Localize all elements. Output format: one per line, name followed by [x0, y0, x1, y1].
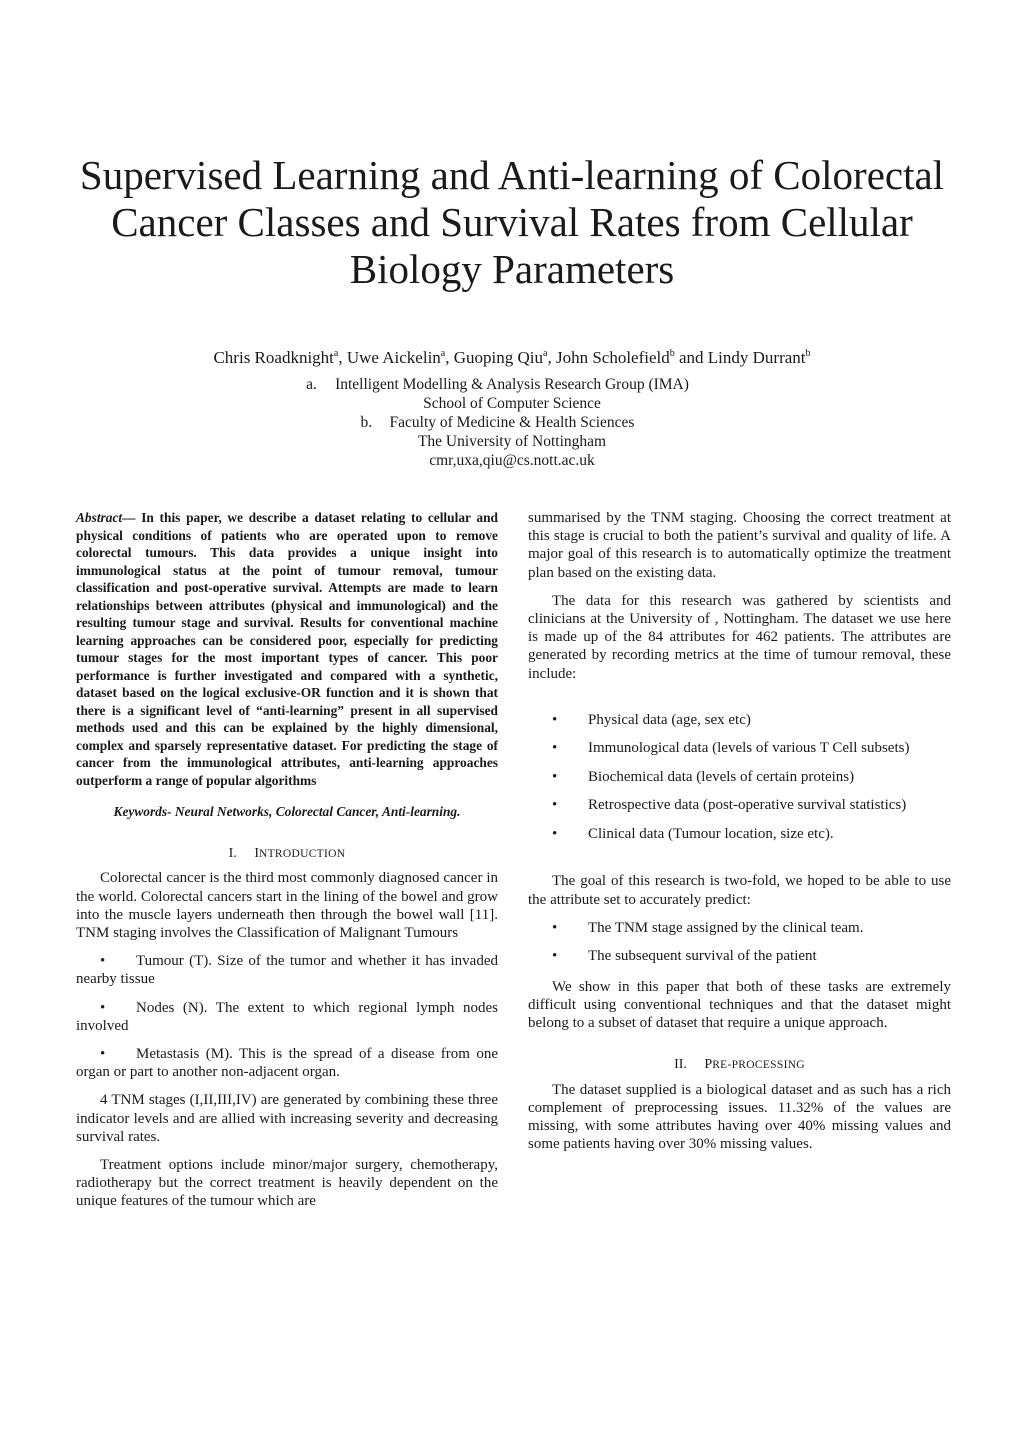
bullet-icon: • — [552, 768, 558, 785]
list-item-text: Physical data (age, sex etc) — [588, 711, 751, 728]
paragraph: Treatment options include minor/major surgery, chemotherapy, radiotherapy but the correct treatment is heavily dependent on the unique features of the tumour which are — [76, 1157, 498, 1210]
section-number: I. — [228, 846, 237, 862]
list-item-text: Biochemical data (levels of certain proteins) — [588, 768, 855, 785]
affiliation-b-line2: The University of Nottingham — [417, 433, 607, 450]
list-item — [528, 739, 951, 768]
left-column — [76, 509, 498, 1211]
list-item — [528, 947, 951, 976]
bullet-text: Metastasis (M). This is the spread of a disease from one organ or part to another non-adjacent organ. — [76, 1046, 498, 1081]
section-title-rest: NTRODUCTION — [258, 848, 346, 861]
paragraph: The dataset supplied is a biological dataset and as such has a rich complement of preprocessing issues. 11.32% of the values are missing, with some attributes having over 40% missing values and some patients having over 30% missing values. — [528, 1081, 951, 1153]
author-affiliation-mark: a — [440, 348, 446, 359]
bullet-icon: • — [100, 999, 106, 1016]
affiliation-b-line1 — [0, 413, 1024, 432]
bullet-item — [76, 999, 498, 1035]
bullet-icon: • — [552, 825, 558, 842]
bullet-icon: • — [552, 919, 558, 936]
bullet-icon: • — [552, 948, 558, 965]
author-name: Lindy Durrant — [707, 348, 806, 367]
list-item-text: The TNM stage assigned by the clinical team. — [588, 919, 864, 936]
bullet-text: Nodes (N). The extent to which regional lymph nodes involved — [76, 999, 498, 1034]
list-item — [528, 919, 951, 948]
paragraph: We show in this paper that both of these tasks are extremely difficult using conventional techniques and that the dataset might belong to a subset of dataset that require a unique approach. — [528, 978, 951, 1032]
affiliation-a-label: a. — [306, 376, 317, 393]
bullet-icon: • — [552, 711, 558, 728]
list-item — [528, 711, 951, 740]
bullet-icon: • — [552, 740, 558, 757]
affiliations — [0, 375, 1024, 470]
abstract-text: In this paper, we describe a dataset relating to cellular and physical conditions of patients who are operated upon to remove colorectal tumours. This data provides a unique insight into immunological status at the point of tumour removal, tumour classification and post-operative survival. Attempts are made to learn relationships between attributes (physical and immunological) and the resulting tumour stage and survival. Results for conventional machine learning approaches can be considered poor, especially for predicting tumour stages for the most important types of cancer. This poor performance is further investigated and compared with a synthetic, dataset based on the logical exclusive-OR function and it is shown that there is a significant level of “anti-learning” present in all supervised methods used and this can be explained by the highly dimensional, complex and sparsely representative dataset. For predicting the stage of cancer from the immunological attributes, anti-learning approaches outperform a range of popular algorithms — [76, 510, 498, 788]
author-separator: , — [338, 348, 347, 367]
author-name: John Scholefield — [555, 348, 670, 367]
bullet-icon: • — [100, 1046, 106, 1063]
bullet-item — [76, 1045, 498, 1081]
contact-email: cmr,uxa,qiu@cs.nott.ac.uk — [429, 452, 595, 469]
paragraph: Colorectal cancer is the third most commonly diagnosed cancer in the world. Colorectal cancers start in the lining of the bowel and grow into the muscle layers underneath then through the bowel wall [11]. TNM staging involves the Classification of Malignant Tumours — [76, 870, 498, 942]
section-heading-preprocessing — [528, 1056, 951, 1074]
attribute-list — [528, 711, 951, 854]
author-name: Uwe Aickelin — [346, 348, 441, 367]
affiliation-a-line1 — [0, 375, 1024, 394]
list-item-text: Retrospective data (post-operative survival statistics) — [588, 797, 907, 814]
list-item — [528, 796, 951, 825]
right-column — [528, 509, 951, 1153]
bullet-icon: • — [552, 797, 558, 814]
author-list — [60, 347, 964, 369]
paragraph: The goal of this research is two-fold, we hoped to be able to use the attribute set to accurately predict: — [528, 873, 951, 908]
paragraph: The data for this research was gathered by scientists and clinicians at the University of , Nottingham. The dataset we use here is made up of the 84 attributes for 462 patients. The attributes are generated by recording metrics at the time of tumour removal, these include: — [528, 592, 951, 682]
bullet-text: Tumour (T). Size of the tumor and whether it has invaded nearby tissue — [76, 953, 498, 988]
author-affiliation-mark: b — [805, 348, 811, 359]
affiliation-b-label: b. — [360, 414, 373, 431]
author-affiliation-mark: b — [669, 348, 675, 359]
paragraph: 4 TNM stages (I,II,III,IV) are generated by combining these three indicator levels and are allied with increasing severity and decreasing survival rates. — [76, 1092, 498, 1145]
affiliation-a-text: Intelligent Modelling & Analysis Research Group (IMA) — [335, 376, 689, 393]
author-separator: , — [547, 348, 556, 367]
affiliation-b-text: Faculty of Medicine & Health Sciences — [389, 414, 635, 431]
author-name: Chris Roadknight — [213, 348, 334, 367]
paper-title: Supervised Learning and Anti-learning of Colorectal Cancer Classes and Survival Rates from Cellular Biology Parameters — [79, 152, 945, 292]
author-separator: and — [674, 348, 708, 367]
abstract — [76, 509, 498, 789]
abstract-lead: Abstract— — [76, 510, 136, 525]
bullet-icon: • — [100, 953, 106, 970]
list-item-text: Clinical data (Tumour location, size etc). — [588, 825, 834, 842]
bullet-item — [76, 952, 498, 988]
affiliation-a-line2: School of Computer Science — [423, 395, 601, 412]
author-affiliation-mark: a — [543, 348, 548, 359]
author-separator: , — [445, 348, 454, 367]
list-item — [528, 825, 951, 854]
abstract-dash: — — [122, 510, 136, 525]
goal-list — [528, 919, 951, 976]
author-affiliation-mark: a — [333, 348, 339, 359]
section-initial: P — [704, 1057, 713, 1073]
paragraph-continued: summarised by the TNM staging. Choosing the correct treatment at this stage is crucial to both the patient’s survival and quality of life. A major goal of this research is to automatically optimize the treatment plan based on the existing data. — [528, 510, 951, 581]
section-initial: I — [254, 846, 259, 862]
list-item-text: Immunological data (levels of various T Cell subsets) — [588, 740, 910, 757]
keywords: Keywords- Neural Networks, Colorectal Cancer, Anti-learning. — [113, 804, 461, 819]
section-title-rest: RE-PROCESSING — [712, 1059, 805, 1072]
list-item — [528, 768, 951, 797]
section-heading-introduction — [76, 845, 498, 863]
author-name: Guoping Qiu — [453, 348, 543, 367]
list-item-text: The subsequent survival of the patient — [588, 948, 817, 965]
section-number: II. — [674, 1057, 687, 1073]
